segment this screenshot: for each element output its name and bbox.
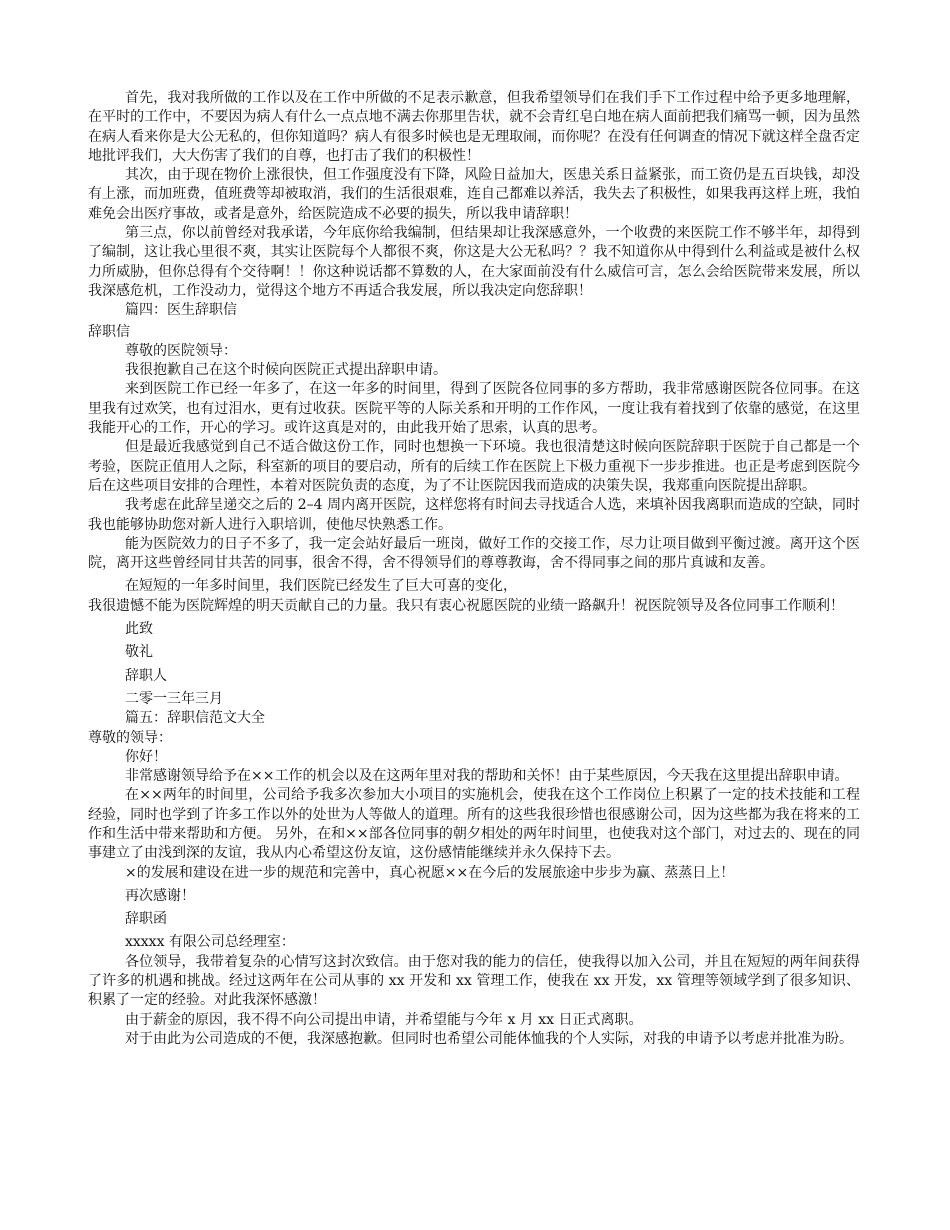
section-heading-4: 篇四：医生辞职信 (125, 302, 237, 319)
document-body (88, 89, 860, 1049)
paragraph-salary: 其次，由于现在物价上涨很快，但工作强度没有下降，风险日益加大，医患关系日益紧张，而工资仍是五百块钱，却没有上涨，而加班费，值班费等却被取消，我们的生活很艰难，连自己都难以养活，我失去了积极性，如果我再这样上班，我怕难免会出医疗事故，或者是意外，给医院造成不必要的损失，所以我申请辞职！ (88, 167, 860, 222)
salutation-2: 尊敬的领导： (88, 729, 172, 746)
paragraph-gratitude: 非常感谢领导给予在××工作的机会以及在这两年里对我的帮助和关怀！由于某些原因，今天我在这里提出辞职申请。 (125, 768, 849, 785)
closing-2: 敬礼 (125, 644, 153, 661)
paragraph-timeline: 我考虑在此辞呈递交之后的 2–4 周内离开医院，这样您将有时间去寻找适合人选，来填补因我离职而造成的空缺，同时我也能够协助您对新人进行入职培训，使他尽快熟悉工作。 (88, 497, 860, 533)
letter-title-2: 辞职函 (125, 911, 167, 928)
paragraph-experience: 在××两年的时间里，公司给予我多次参加大小项目的实施机会，使我在这个工作岗位上积累了一定的技术技能和工程经验，同时也学到了许多工作以外的处世为人等做人的道理。所有的这些我很珍惜也很感谢公司，因为这些都为我在将来的工作和生活中带来帮助和方便。 另外，在和××部各位同事的朝夕相处的两年时间里，也使我对这个部门，对过去的、现在的同事建立了由浅到深的友谊，我从内心希望这份友谊，这份感情能继续并永久保持下去。 (88, 787, 860, 862)
paragraph-regret: 我很遗憾不能为医院辉煌的明天贡献自己的力量。我只有衷心祝愿医院的业绩一路飙升！祝医院领导及各位同事工作顺利！ (88, 597, 844, 614)
paragraph-handover: 能为医院效力的日子不多了，我一定会站好最后一班岗，做好工作的交接工作，尽力让项目做到平衡过渡。离开这个医院，离开这些曾经同甘共苦的同事，很舍不得，舍不得领导们的尊尊教诲，舍不得同事之间的那片真诚和友善。 (88, 535, 860, 572)
paragraph-apology: 首先，我对我所做的工作以及在工作中所做的不足表示歉意，但我希望领导们在我们手下工作过程中给予更多地理解，在平时的工作中，不要因为病人有什么一点点地不满去你那里告状，就不会青红皂白地在病人面前把我们痛骂一顿，因为虽然在病人看来你是大公无私的，但你知道吗？病人有很多时候也是无理取闹，而你呢？在没有任何调查的情况下就这样全盘否定地批评我们，大大伤害了我们的自尊，也打击了我们的积极性！ (88, 90, 860, 164)
recipient: xxxxx 有限公司总经理室： (125, 934, 295, 951)
greeting: 你好！ (125, 748, 167, 765)
date: 二零一三年三月 (125, 690, 223, 707)
paragraph-apology-2: 对于由此为公司造成的不便，我深感抱歉。但同时也希望公司能体恤我的个人实际，对我的申请予以考虑并批准为盼。 (125, 1030, 853, 1047)
paragraph-change: 在短短的一年多时间里，我们医院已经发生了巨大可喜的变化， (125, 578, 517, 595)
paragraph-wishes: ×的发展和建设在进一步的规范和完善中，真心祝愿××在今后的发展旅途中步步为赢、蒸蒸日上！ (125, 864, 735, 881)
paragraph-thanks: 来到医院工作已经一年多了，在这一年多的时间里，得到了医院各位同事的多方帮助，我非常感谢医院各位同事。在这里我有过欢笑，也有过泪水，更有过收获。医院平等的人际关系和开明的工作作风，一度让我有着找到了依靠的感觉，在这里我能开心的工作，开心的学习。或许这真是对的，由此我开始了思索，认真的思考。 (88, 381, 860, 437)
paragraph-reason: 但是最近我感觉到自己不适合做这份工作，同时也想换一下环境。我也很清楚这时候向医院辞职于医院于自己都是一个考验，医院正值用人之际，科室新的项目的要启动，所有的后续工作在医院上下极力重视下一步步推进。也正是考虑到医院今后在这些项目安排的合理性，本着对医院负责的态度，为了不让医院因我而造成的决策失误，我郑重向医院提出辞职。 (88, 439, 860, 494)
paragraph-salary-reason: 由于薪金的原因，我不得不向公司提出申请，并希望能与今年 x 月 xx 日正式离职。 (125, 1011, 643, 1028)
section-heading-5: 篇五：辞职信范文大全 (125, 710, 265, 727)
paragraph-intro: 我很抱歉自己在这个时候向医院正式提出辞职申请。 (125, 362, 447, 379)
salutation: 尊敬的医院领导： (125, 342, 237, 359)
thanks-again: 再次感谢！ (125, 887, 195, 904)
closing-1: 此致 (125, 621, 153, 638)
letter-title: 辞职信 (88, 323, 130, 340)
paragraph-promise: 第三点，你以前曾经对我承诺，今年底你给我编制，但结果却让我深感意外，一个收费的来医院工作不够半年，却得到了编制，这让我心里很不爽，其实让医院每个人都很不爽，你这是大公无私吗？？我不知道你从中得到什么利益或是被什么权力所威胁，但你总得有个交待啊！！你这种说话都不算数的人，在大家面前没有什么威信可言，怎么会给医院带来发展，所以我深感危机，工作没动力，觉得这个地方不再适合我发展，所以我决定向您辞职！ (88, 225, 860, 299)
paragraph-feelings: 各位领导，我带着复杂的心情写这封次致信。由于您对我的能力的信任，使我得以加入公司，并且在短短的两年间获得了许多的机遇和挑战。经过这两年在公司从事的 xx 开发和 xx 管理工作，使我在 xx 开发，xx 管理等领域学到了很多知识、积累了一定的经验。对此我深怀感激！ (88, 953, 860, 1009)
signature: 辞职人 (125, 667, 167, 684)
